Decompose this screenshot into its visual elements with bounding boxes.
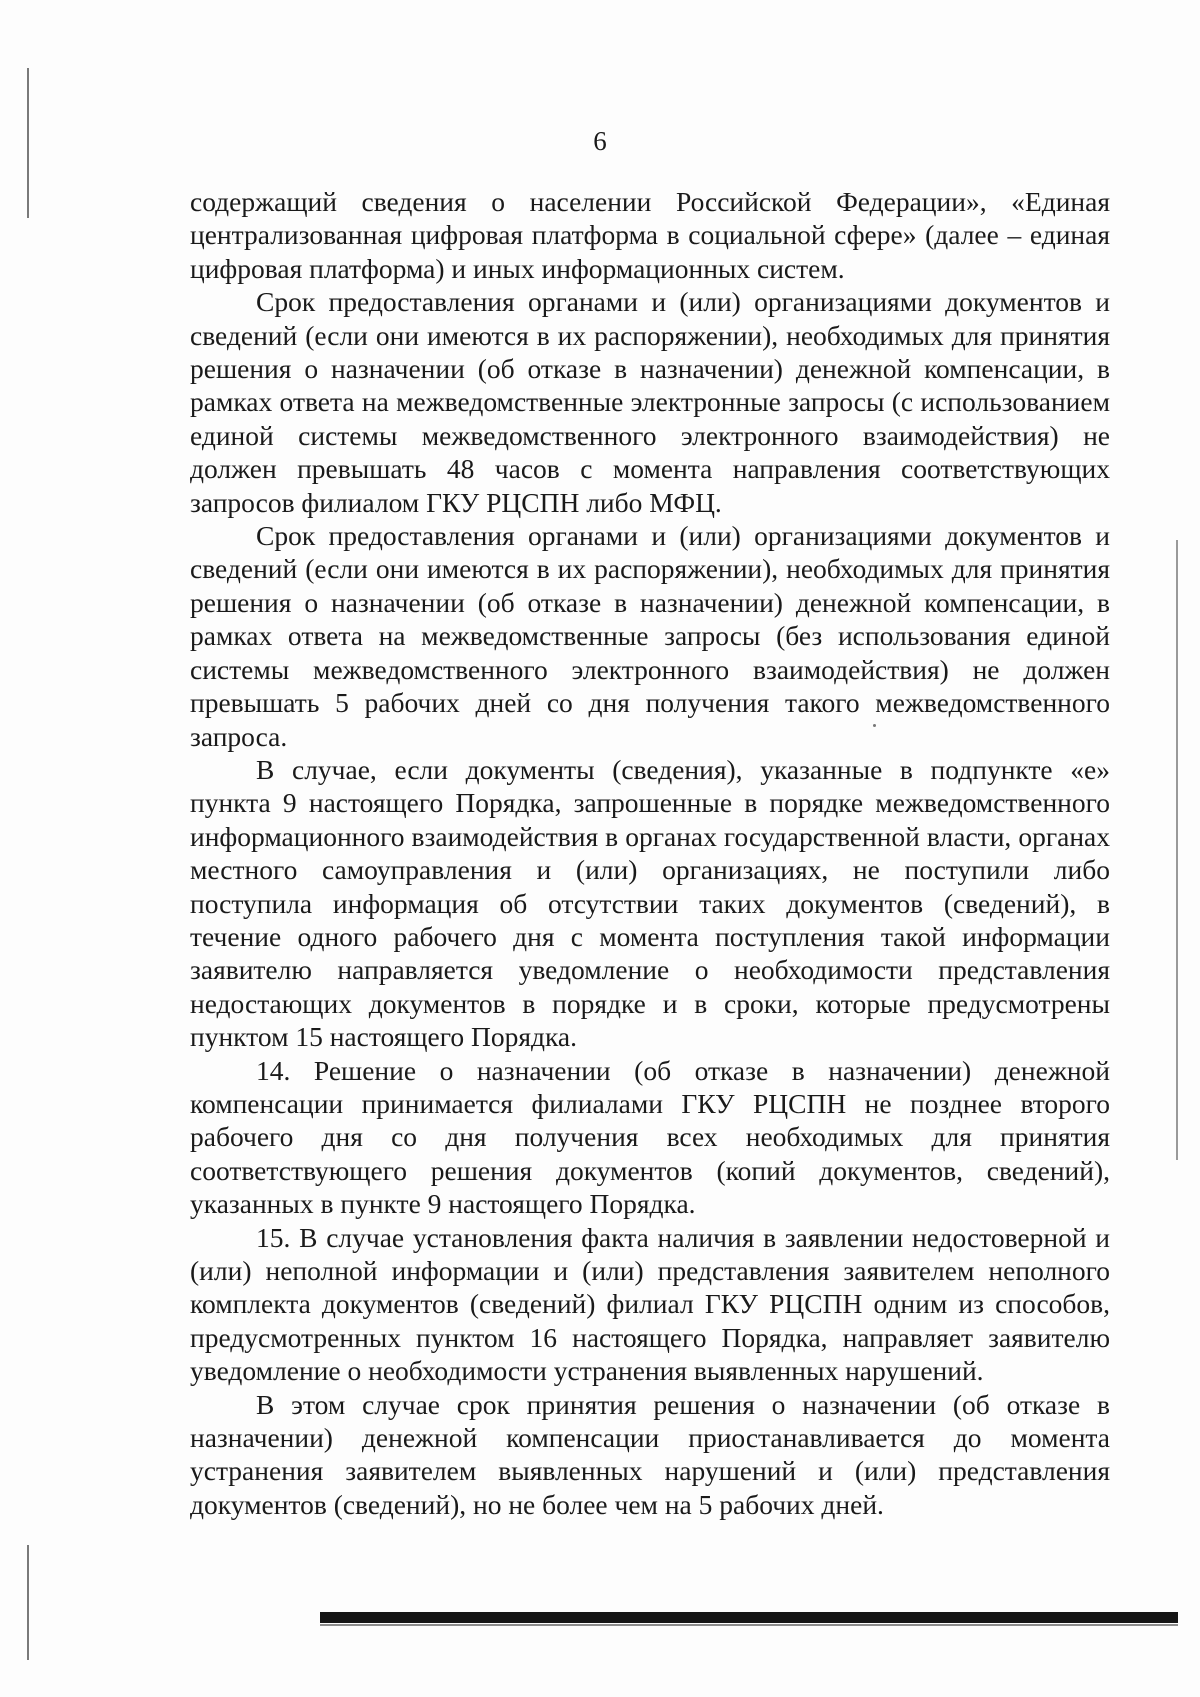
paragraph: содержащий сведения о населении Российской Федерации», «Единая централизованная цифровая платформа в социальной сфере» (далее – единая цифровая платформа) и иных информационных систем. <box>190 186 1110 284</box>
page-number: 6 <box>593 126 607 156</box>
paragraph: Срок предоставления органами и (или) организациями документов и сведений (если они имеются в их распоряжении), необходимых для принятия решения о назначении (об отказе в назначении) денежной компенсации, в рамках ответа на межведомственные электронные запросы (с использованием единой системы межведомственного электронного взаимодействия) не должен превышать 48 часов с момента направления соответствующих запросов филиалом ГКУ РЦСПН либо МФЦ. <box>190 286 1110 518</box>
scan-left-edge-line <box>27 1545 29 1660</box>
document-body <box>190 185 1110 1521</box>
scan-right-edge-line <box>1176 540 1178 1160</box>
paragraph-item-14: 14. Решение о назначении (об отказе в назначении) денежной компенсации принимается филиалами ГКУ РЦСПН не позднее второго рабочего дня со дня получения всех необходимых для принятия соответствующего решения документов (копий документов, сведений), указанных в пункте 9 настоящего Порядка. <box>190 1054 1110 1220</box>
paragraph: В этом случае срок принятия решения о назначении (об отказе в назначении) денежной компенсации приостанавливается до момента устранения заявителем выявленных нарушений и (или) представления документов (сведений), но не более чем на 5 рабочих дней. <box>190 1388 1110 1520</box>
paragraph-item-15: 15. В случае установления факта наличия в заявлении недостоверной и (или) неполной информации и (или) представления заявителем неполного комплекта документов (сведений) филиал ГКУ РЦСПН одним из способов, предусмотренных пунктом 16 настоящего Порядка, направляет заявителю уведомление о необходимости устранения выявленных нарушений. <box>190 1221 1110 1387</box>
paragraph: Срок предоставления органами и (или) организациями документов и сведений (если они имеются в их распоряжении), необходимых для принятия решения о назначении (об отказе в назначении) денежной компенсации, в рамках ответа на межведомственные запросы (без использования единой системы межведомственного электронного взаимодействия) не должен превышать 5 рабочих дней со дня получения такого межведомственного запроса. <box>190 520 1110 752</box>
scan-bottom-shadow <box>320 1612 1178 1623</box>
scan-bottom-edge <box>320 1624 1178 1626</box>
paragraph: В случае, если документы (сведения), указанные в подпункте «е» пункта 9 настоящего Порядка, запрошенные в порядке межведомственного информационного взаимодействия в органах государственной власти, органах местного самоуправления и (или) организациях, не поступили либо поступила информация об отсутствии таких документов (сведений), в течение одного рабочего дня с момента поступления такой информации заявителю направляется уведомление о необходимости представления недостающих документов в порядке и в сроки, которые предусмотрены пунктом 15 настоящего Порядка. <box>190 753 1110 1053</box>
